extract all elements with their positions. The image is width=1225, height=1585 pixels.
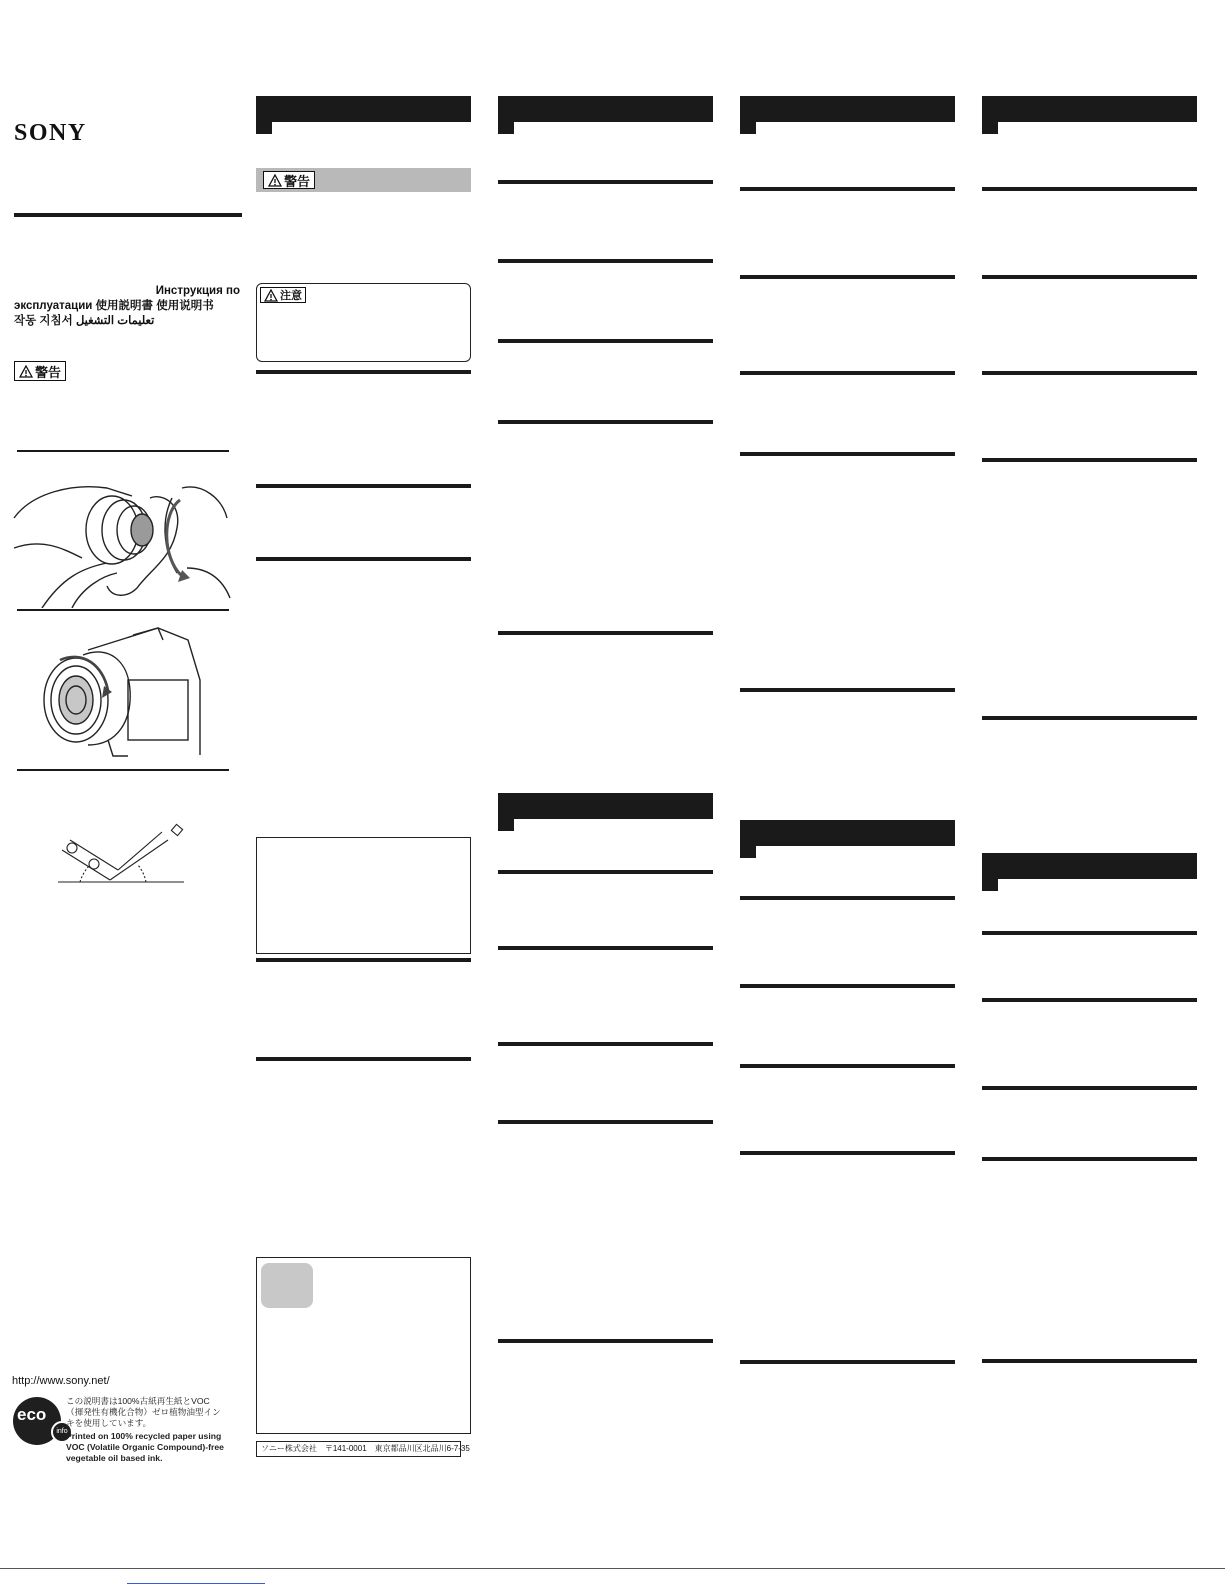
col1-rule	[256, 958, 471, 962]
col4-rule	[982, 1359, 1197, 1363]
eco-logo-text: eco	[17, 1405, 47, 1424]
col3-rule	[740, 984, 955, 988]
col2-rule	[498, 946, 713, 950]
camcorder-lens-illustration	[38, 620, 208, 760]
col1-warning-label: 警告	[284, 173, 311, 189]
illustration-rule-1	[17, 450, 229, 452]
col3-rule	[740, 275, 955, 279]
col2-section-header	[498, 793, 713, 819]
illustration-rule-2	[17, 609, 229, 611]
col4-rule	[982, 458, 1197, 462]
col4-section-header	[982, 96, 1197, 122]
col4-rule	[982, 931, 1197, 935]
col1-warning-badge	[263, 171, 315, 189]
language-line-1: Инструкция по	[155, 285, 240, 297]
col3-section-header	[740, 820, 955, 846]
lens-cleaning-illustration	[12, 458, 232, 608]
col3-rule	[740, 187, 955, 191]
angle-diagram-illustration	[50, 820, 190, 890]
col4-rule	[982, 716, 1197, 720]
language-line-2: эксплуатации 使用説明書 使用说明书	[14, 300, 214, 312]
eco-statement-en: Printed on 100% recycled paper using VOC (Volatile Organic Compound)-free vegetable oil based ink.	[66, 1431, 224, 1463]
eco-statement	[66, 1396, 226, 1464]
sony-url: http://www.sony.net/	[12, 1375, 110, 1387]
col3-rule	[740, 1151, 955, 1155]
col1-note-box	[256, 837, 471, 954]
col3-rule	[740, 452, 955, 456]
col2-rule	[498, 631, 713, 635]
col1-caution-label: 注意	[280, 290, 302, 302]
col1-rule	[256, 484, 471, 488]
col1-gray-tile	[261, 1263, 313, 1308]
col2-rule	[498, 870, 713, 874]
eco-info-logo	[13, 1397, 68, 1445]
col2-rule	[498, 339, 713, 343]
col1-rule	[256, 370, 471, 374]
col4-rule	[982, 1157, 1197, 1161]
col2-rule	[498, 1042, 713, 1046]
col4-rule	[982, 998, 1197, 1002]
warning-triangle-icon	[268, 174, 282, 187]
col3-rule	[740, 896, 955, 900]
col1-rule	[256, 557, 471, 561]
col2-rule	[498, 1339, 713, 1343]
col4-section-header	[982, 853, 1197, 879]
col2-rule	[498, 420, 713, 424]
warning-triangle-icon	[19, 365, 33, 378]
col2-section-header	[498, 96, 713, 122]
cover-warning-label: 警告	[35, 364, 62, 380]
link-underline	[127, 1583, 265, 1584]
language-line-3: 작동 지침서 تعليمات التشغيل	[14, 315, 155, 327]
eco-info-badge: info	[51, 1421, 73, 1443]
warning-triangle-icon	[264, 289, 278, 302]
col1-section-header	[256, 96, 471, 122]
col4-rule	[982, 187, 1197, 191]
col4-rule	[982, 1086, 1197, 1090]
company-address: ソニー株式会社 〒141-0001 東京都品川区北品川6-7-35	[256, 1441, 461, 1457]
col2-rule	[498, 259, 713, 263]
cover-warning-badge	[14, 361, 66, 381]
col2-rule	[498, 180, 713, 184]
col3-rule	[740, 1360, 955, 1364]
col1-rule	[256, 1057, 471, 1061]
col1-caution-badge	[260, 287, 306, 303]
col4-rule	[982, 371, 1197, 375]
sony-logo: SONY	[14, 120, 87, 146]
page-bottom-rule	[0, 1568, 1225, 1569]
col2-rule	[498, 1120, 713, 1124]
cover-title-rule	[14, 213, 242, 217]
eco-statement-jp: この説明書は100%古紙再生紙とVOC（揮発性有機化合物）ゼロ植物油型インキを使用しています。	[66, 1396, 221, 1428]
col3-rule	[740, 1064, 955, 1068]
illustration-rule-3	[17, 769, 229, 771]
col3-rule	[740, 371, 955, 375]
col4-rule	[982, 275, 1197, 279]
col3-rule	[740, 688, 955, 692]
col3-section-header	[740, 96, 955, 122]
cover-language-list	[14, 284, 242, 329]
